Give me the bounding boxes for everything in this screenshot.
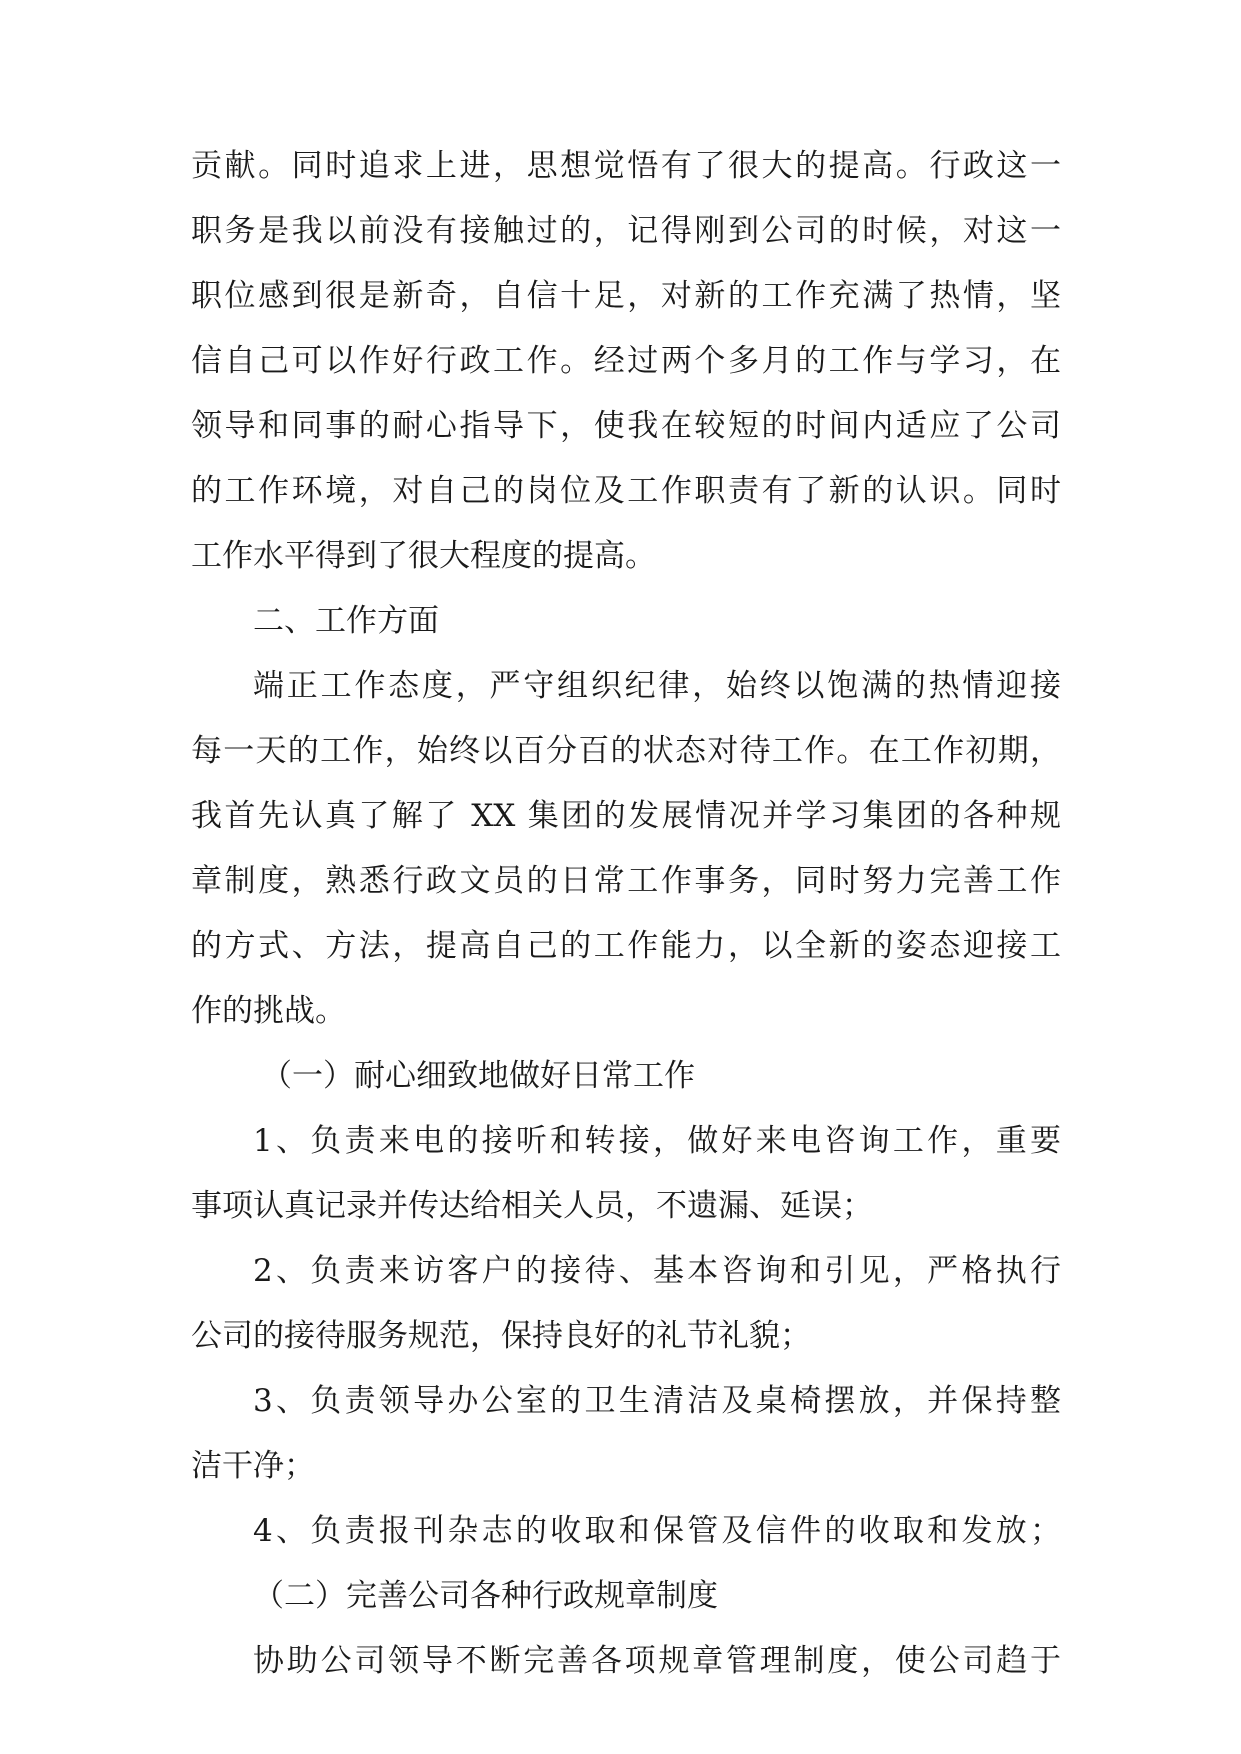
list-item: 1、负责来电的接听和转接，做好来电咨询工作，重要 (253, 1123, 1061, 1159)
text-line: 职位感到很是新奇，自信十足，对新的工作充满了热情，坚 (191, 278, 1061, 314)
list-item: 2、负责来访客户的接待、基本咨询和引见，严格执行 (253, 1253, 1061, 1289)
section-heading: 二、工作方面 (253, 603, 439, 639)
text-line: 公司的接待服务规范，保持良好的礼节礼貌； (191, 1318, 811, 1354)
document-body (191, 148, 1061, 1711)
text-line: 作的挑战。 (191, 993, 346, 1029)
text-line: 事项认真记录并传达给相关人员，不遗漏、延误； (191, 1188, 873, 1224)
text-line: 的方式、方法，提高自己的工作能力，以全新的姿态迎接工 (191, 928, 1061, 964)
text-line: 端正工作态度，严守组织纪律，始终以饱满的热情迎接 (253, 668, 1061, 704)
subsection-heading: （二）完善公司各种行政规章制度 (253, 1578, 718, 1614)
subsection-heading: （一）耐心细致地做好日常工作 (261, 1058, 695, 1094)
list-item: 4、负责报刊杂志的收取和保管及信件的收取和发放； (253, 1513, 1061, 1549)
text-line: 协助公司领导不断完善各项规章管理制度，使公司趋于 (253, 1643, 1061, 1679)
text-line: 工作水平得到了很大程度的提高。 (191, 538, 656, 574)
text-line: 信自己可以作好行政工作。经过两个多月的工作与学习，在 (191, 343, 1061, 379)
text-line: 职务是我以前没有接触过的，记得刚到公司的时候，对这一 (191, 213, 1061, 249)
text-line: 我首先认真了解了 XX 集团的发展情况并学习集团的各种规 (191, 798, 1061, 834)
list-item: 3、负责领导办公室的卫生清洁及桌椅摆放，并保持整 (253, 1383, 1061, 1419)
text-line: 章制度，熟悉行政文员的日常工作事务，同时努力完善工作 (191, 863, 1061, 899)
text-line: 每一天的工作，始终以百分百的状态对待工作。在工作初期， (191, 733, 1061, 769)
text-line: 领导和同事的耐心指导下，使我在较短的时间内适应了公司 (191, 408, 1061, 444)
text-line: 洁干净； (191, 1448, 315, 1484)
text-line: 贡献。同时追求上进，思想觉悟有了很大的提高。行政这一 (191, 148, 1061, 184)
text-line: 的工作环境，对自己的岗位及工作职责有了新的认识。同时 (191, 473, 1061, 509)
